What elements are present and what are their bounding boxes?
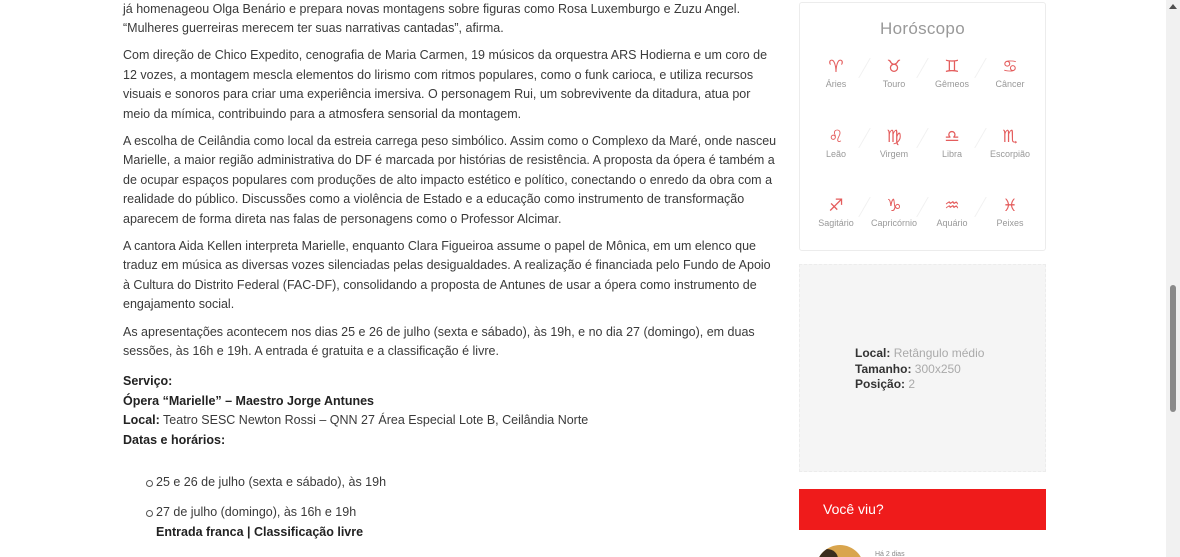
ad-size-value: 300x250 <box>914 361 961 376</box>
taurus-icon: ♉ <box>886 57 902 77</box>
you-saw-header: Você viu? <box>799 489 1046 530</box>
horoscope-sign-pisces[interactable] <box>981 195 1039 265</box>
horoscope-sign-sagittarius[interactable] <box>807 195 865 265</box>
horoscope-sign-taurus[interactable] <box>865 56 923 126</box>
ad-local-label: Local: <box>855 346 891 360</box>
ad-position-label: Posição: <box>855 377 906 391</box>
news-thumbnail[interactable] <box>816 545 864 557</box>
cancer-icon: ♋ <box>1002 57 1018 77</box>
sagittarius-icon: ♐ <box>828 196 844 216</box>
horoscope-sign-scorpio[interactable] <box>981 126 1039 196</box>
news-time-ago: Há 2 dias <box>875 551 905 557</box>
horoscope-signs <box>807 56 1039 265</box>
scorpio-icon: ♏ <box>1002 126 1018 147</box>
schedule-item <box>156 473 779 493</box>
article-paragraph: As apresentações acontecem nos dias 25 e 26 de julho (sexta e sábado), às 19h, e no dia 27 (domingo), em duas sessões, às 16h e 19h. A entrada é gratuita e a classificação é livre. <box>123 324 755 358</box>
article-paragraph: Com direção de Chico Expedito, cenografia de Maria Carmen, 19 músicos da orquestra ARS Hodierna e um coro de 12 vozes, a montagem mescla elementos do lirismo com ritmos populares, como o funk carioca, e utiliza recursos visuais e sonoros para criar uma experiência imersiva. O personagem Rui, um sobrevivente da ditadura, atua por meio da mímica, contribuindo para a atmosfera sensorial da montagem. <box>123 48 768 121</box>
schedule-item-text: 25 e 26 de julho (sexta e sábado), às 19h <box>156 475 387 490</box>
ad-info <box>855 346 984 393</box>
leo-icon: ♌ <box>828 126 844 147</box>
horoscope-sign-label: Virgem <box>879 148 909 159</box>
horoscope-sign-label: Áries <box>825 79 847 89</box>
ad-local-value: Retângulo médio <box>893 346 985 360</box>
horoscope-sign-label: Capricórnio <box>870 218 918 228</box>
service-heading: Serviço: <box>123 374 173 389</box>
horoscope-sign-label: Sagitário <box>818 218 854 228</box>
libra-icon: ♎ <box>944 126 960 147</box>
service-info <box>123 372 779 450</box>
scrollbar-thumb[interactable] <box>1170 285 1176 412</box>
horoscope-sign-label: Gêmeos <box>934 79 969 89</box>
ad-placeholder <box>799 264 1046 472</box>
schedule-list <box>123 473 779 542</box>
service-local-label: Local: <box>123 413 160 428</box>
horoscope-sign-aquarius[interactable] <box>923 195 981 265</box>
capricorn-icon: ♑ <box>886 196 902 216</box>
ad-position-value: 2 <box>908 377 916 391</box>
virgo-icon: ♍ <box>886 126 902 147</box>
horoscope-sign-gemini[interactable] <box>923 56 981 126</box>
horoscope-sign-label: Leão <box>825 148 847 159</box>
horoscope-widget <box>799 2 1046 251</box>
service-title: Ópera “Marielle” – Maestro Jorge Antunes <box>123 393 375 408</box>
aries-icon: ♈ <box>828 57 844 77</box>
service-local-value: Teatro SESC Newton Rossi – QNN 27 Área Especial Lote B, Ceilândia Norte <box>159 413 589 428</box>
horoscope-sign-libra[interactable] <box>923 126 981 196</box>
horoscope-sign-label: Aquário <box>936 218 968 228</box>
horoscope-sign-label: Libra <box>941 148 962 159</box>
horoscope-sign-label: Touro <box>882 79 906 89</box>
horoscope-sign-virgo[interactable] <box>865 126 923 196</box>
article-paragraph: já homenageou Olga Benário e prepara novas montagens sobre figuras como Rosa Luxemburgo e Zuzu Angel. “Mulheres guerreiras merecem ter suas narrativas cantadas”, afirma. <box>123 1 741 35</box>
horoscope-sign-leo[interactable] <box>807 126 865 196</box>
aquarius-icon: ♒ <box>944 196 960 216</box>
horoscope-sign-capricorn[interactable] <box>865 195 923 265</box>
pisces-icon: ♓ <box>1002 196 1018 216</box>
horoscope-sign-label: Escorpião <box>989 148 1031 159</box>
entry-note: Entrada franca | Classificação livre <box>156 524 364 539</box>
page-scrollbar[interactable] <box>1166 0 1180 557</box>
article-paragraph: A cantora Aida Kellen interpreta Marielle, enquanto Clara Figueiroa assume o papel de Mônica, em um elenco que traduz em música as diversas vozes silenciadas pelas desigualdades. A realização é financiada pelo Fundo de Apoio à Cultura do Distrito Federal (FAC-DF), consolidando a proposta de Antunes de usar a ópera como instrumento de engajamento social. <box>123 238 771 312</box>
ad-size-label: Tamanho: <box>855 361 912 376</box>
scroll-up-arrow-icon[interactable] <box>1169 4 1177 9</box>
horoscope-sign-cancer[interactable] <box>981 56 1039 126</box>
horoscope-sign-aries[interactable] <box>807 56 865 126</box>
horoscope-sign-label: Câncer <box>995 79 1025 89</box>
schedule-item <box>156 503 779 542</box>
service-dates-label: Datas e horários: <box>123 432 226 447</box>
gemini-icon: ♊ <box>944 57 960 77</box>
article-body <box>123 0 779 553</box>
article-paragraph: A escolha de Ceilândia como local da estreia carrega peso simbólico. Assim como o Complexo da Maré, onde nasceu Marielle, a maior região administrativa do DF é marcada por histórias de resistência. A proposta da ópera é também a de ocupar espaços populares com produções de alto impacto estético e político, conectando o enredo da obra com a realidade do público. Discussões como a violência de Estado e a educação como instrumento de transformação aparecem de forma direta nas falas de personagens como o Professor Alcimar. <box>123 133 777 226</box>
horoscope-title: Horóscopo <box>880 19 965 38</box>
horoscope-sign-label: Peixes <box>996 218 1024 228</box>
schedule-item-text: 27 de julho (domingo), às 16h e 19h <box>156 505 357 520</box>
